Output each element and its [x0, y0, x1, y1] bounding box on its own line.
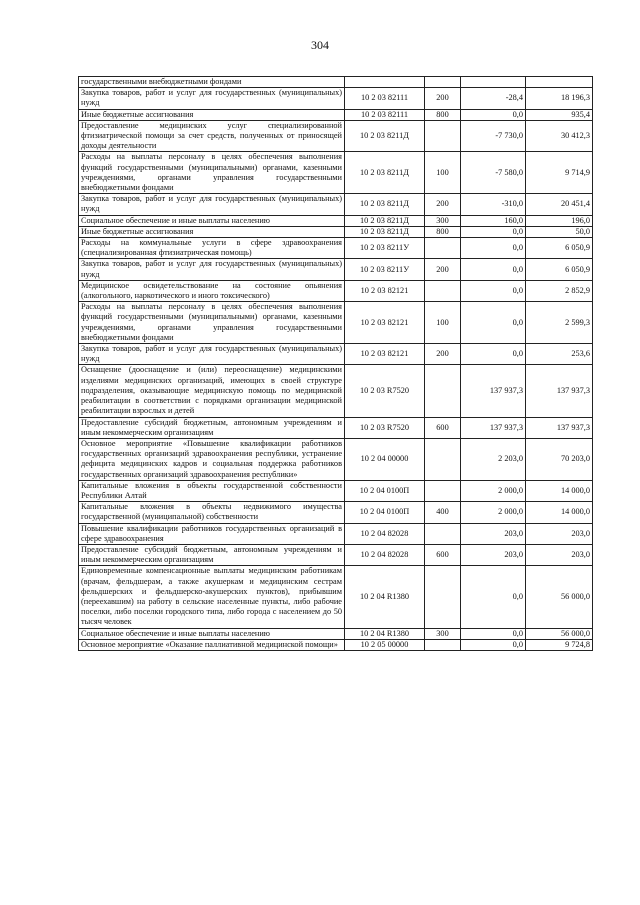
expense-name-cell: Закупка товаров, работ и услуг для государственных (муниципальных) нужд	[79, 259, 345, 280]
table-row	[79, 226, 593, 237]
amount-total-cell: 56 000,0	[526, 628, 593, 639]
expense-name-cell: Иные бюджетные ассигнования	[79, 109, 345, 120]
expense-type-cell: 400	[425, 502, 461, 523]
table-row	[79, 544, 593, 565]
amount-total-cell: 935,4	[526, 109, 593, 120]
amount-change-cell: 2 000,0	[461, 480, 526, 501]
amount-change-cell: 2 000,0	[461, 502, 526, 523]
expense-name-cell: государственными внебюджетными фондами	[79, 77, 345, 88]
expense-type-cell	[425, 639, 461, 650]
table-row	[79, 215, 593, 226]
table-row	[79, 259, 593, 280]
target-code-cell: 10 2 05 00000	[345, 639, 425, 650]
amount-change-cell: -28,4	[461, 88, 526, 109]
expense-type-cell	[425, 480, 461, 501]
expense-name-cell: Единовременные компенсационные выплаты медицинским работникам (врачам, фельдшерам, а также акушеркам и медицинским сестрам фельдшерских и фельдшерско-акушерских пунктов), прибывшим (переехавшим) на работу в сельские населенные пункты, либо рабочие поселки, либо поселки городского типа, либо города с населением до 50 тысяч человек	[79, 566, 345, 628]
amount-change-cell: 0,0	[461, 639, 526, 650]
table-row	[79, 120, 593, 152]
expense-type-cell: 800	[425, 226, 461, 237]
expense-name-cell: Расходы на выплаты персоналу в целях обеспечения выполнения функций государственными (муниципальными) органами, казенными учреждениями, органами управления государственными внебюджетными фондами	[79, 152, 345, 194]
amount-total-cell: 14 000,0	[526, 502, 593, 523]
table-row	[79, 109, 593, 120]
expense-name-cell: Иные бюджетные ассигнования	[79, 226, 345, 237]
table-row	[79, 77, 593, 88]
expense-name-cell: Расходы на коммунальные услуги в сфере здравоохранения (специализированная фтизиатрическая помощь)	[79, 238, 345, 259]
expense-type-cell	[425, 77, 461, 88]
expense-name-cell: Предоставление субсидий бюджетным, автономным учреждениям и иным некоммерческим организациям	[79, 544, 345, 565]
expense-type-cell	[425, 523, 461, 544]
amount-total-cell: 9 714,9	[526, 152, 593, 194]
target-code-cell: 10 2 03 8211Д	[345, 152, 425, 194]
amount-change-cell: 0,0	[461, 259, 526, 280]
target-code-cell: 10 2 03 8211Д	[345, 194, 425, 215]
expense-type-cell	[425, 438, 461, 480]
target-code-cell: 10 2 03 82111	[345, 88, 425, 109]
amount-total-cell: 137 937,3	[526, 365, 593, 417]
table-row	[79, 639, 593, 650]
table-row	[79, 417, 593, 438]
amount-total-cell: 203,0	[526, 523, 593, 544]
amount-total-cell	[526, 77, 593, 88]
amount-total-cell: 6 050,9	[526, 238, 593, 259]
expense-name-cell: Предоставление медицинских услуг специализированной фтизиатрической помощи за счет средств, полученных от приносящей доходы деятельности	[79, 120, 345, 152]
amount-change-cell: 0,0	[461, 226, 526, 237]
expense-type-cell	[425, 280, 461, 301]
target-code-cell: 10 2 04 0100П	[345, 502, 425, 523]
target-code-cell: 10 2 03 82121	[345, 344, 425, 365]
expense-type-cell	[425, 238, 461, 259]
expense-type-cell: 800	[425, 109, 461, 120]
amount-total-cell: 20 451,4	[526, 194, 593, 215]
expense-name-cell: Закупка товаров, работ и услуг для государственных (муниципальных) нужд	[79, 88, 345, 109]
expense-name-cell: Закупка товаров, работ и услуг для государственных (муниципальных) нужд	[79, 194, 345, 215]
target-code-cell: 10 2 04 R1380	[345, 566, 425, 628]
amount-change-cell: 137 937,3	[461, 365, 526, 417]
target-code-cell: 10 2 03 8211У	[345, 238, 425, 259]
target-code-cell: 10 2 03 8211Д	[345, 120, 425, 152]
expense-name-cell: Социальное обеспечение и иные выплаты населению	[79, 628, 345, 639]
table-row	[79, 194, 593, 215]
target-code-cell: 10 2 03 82121	[345, 280, 425, 301]
table-row	[79, 88, 593, 109]
target-code-cell	[345, 77, 425, 88]
amount-change-cell: 203,0	[461, 544, 526, 565]
expense-name-cell: Основное мероприятие «Оказание паллиативной медицинской помощи»	[79, 639, 345, 650]
amount-change-cell: 137 937,3	[461, 417, 526, 438]
expense-type-cell: 200	[425, 194, 461, 215]
amount-total-cell: 253,6	[526, 344, 593, 365]
expense-name-cell: Повышение квалификации работников государственных организаций в сфере здравоохранения	[79, 523, 345, 544]
target-code-cell: 10 2 03 82111	[345, 109, 425, 120]
table-row	[79, 523, 593, 544]
target-code-cell: 10 2 03 8211Д	[345, 215, 425, 226]
target-code-cell: 10 2 04 R1380	[345, 628, 425, 639]
amount-change-cell: 160,0	[461, 215, 526, 226]
amount-total-cell: 56 000,0	[526, 566, 593, 628]
target-code-cell: 10 2 04 82028	[345, 544, 425, 565]
expense-type-cell: 300	[425, 628, 461, 639]
target-code-cell: 10 2 04 82028	[345, 523, 425, 544]
target-code-cell: 10 2 03 R7520	[345, 417, 425, 438]
expense-type-cell: 600	[425, 417, 461, 438]
amount-change-cell: 0,0	[461, 238, 526, 259]
target-code-cell: 10 2 04 0100П	[345, 480, 425, 501]
expense-type-cell: 100	[425, 302, 461, 344]
expense-name-cell: Расходы на выплаты персоналу в целях обеспечения выполнения функций государственными (муниципальными) органами, казенными учреждениями, органами управления государственными внебюджетными фондами	[79, 302, 345, 344]
expense-name-cell: Капитальные вложения в объекты государственной собственности Республики Алтай	[79, 480, 345, 501]
table-row	[79, 152, 593, 194]
page-number: 304	[311, 38, 329, 52]
amount-total-cell: 30 412,3	[526, 120, 593, 152]
table-row	[79, 238, 593, 259]
amount-total-cell: 2 599,3	[526, 302, 593, 344]
amount-change-cell: 0,0	[461, 109, 526, 120]
amount-change-cell: 0,0	[461, 566, 526, 628]
expense-type-cell: 100	[425, 152, 461, 194]
table-row	[79, 344, 593, 365]
table-row	[79, 480, 593, 501]
expense-name-cell: Оснащение (дооснащение и (или) переоснащение) медицинскими изделиями медицинских организаций, имеющих в своей структуре подразделения, оказывающие медицинскую помощь по медицинской реабилитации в соответствии с порядками организации медицинской реабилитации взрослых и детей	[79, 365, 345, 417]
expense-name-cell: Основное мероприятие «Повышение квалификации работников государственных организаций здравоохранения республики, устранение дефицита медицинских кадров и социальная поддержка работников государственных организаций здравоохранения республики»	[79, 438, 345, 480]
amount-change-cell: 203,0	[461, 523, 526, 544]
expense-type-cell: 600	[425, 544, 461, 565]
expense-type-cell: 200	[425, 259, 461, 280]
expense-type-cell: 300	[425, 215, 461, 226]
target-code-cell: 10 2 04 00000	[345, 438, 425, 480]
amount-total-cell: 50,0	[526, 226, 593, 237]
amount-change-cell: 0,0	[461, 628, 526, 639]
table-row	[79, 628, 593, 639]
expense-type-cell	[425, 120, 461, 152]
amount-change-cell	[461, 77, 526, 88]
table-row	[79, 502, 593, 523]
expense-name-cell: Закупка товаров, работ и услуг для государственных (муниципальных) нужд	[79, 344, 345, 365]
table-row	[79, 438, 593, 480]
expense-type-cell: 200	[425, 88, 461, 109]
table-row	[79, 302, 593, 344]
amount-change-cell: 0,0	[461, 302, 526, 344]
amount-total-cell: 6 050,9	[526, 259, 593, 280]
amount-change-cell: -310,0	[461, 194, 526, 215]
amount-change-cell: 2 203,0	[461, 438, 526, 480]
amount-change-cell: -7 580,0	[461, 152, 526, 194]
expense-name-cell: Медицинское освидетельствование на состояние опьянения (алкогольного, наркотического и иного токсического)	[79, 280, 345, 301]
expense-type-cell	[425, 365, 461, 417]
amount-total-cell: 196,0	[526, 215, 593, 226]
amount-total-cell: 9 724,8	[526, 639, 593, 650]
expense-type-cell	[425, 566, 461, 628]
target-code-cell: 10 2 03 82121	[345, 302, 425, 344]
expense-name-cell: Капитальные вложения в объекты недвижимого имущества государственной (муниципальной) собственности	[79, 502, 345, 523]
amount-change-cell: 0,0	[461, 280, 526, 301]
target-code-cell: 10 2 03 R7520	[345, 365, 425, 417]
expense-name-cell: Социальное обеспечение и иные выплаты населению	[79, 215, 345, 226]
budget-table	[78, 76, 593, 651]
expense-name-cell: Предоставление субсидий бюджетным, автономным учреждениям и иным некоммерческим организациям	[79, 417, 345, 438]
budget-table-body	[79, 77, 593, 651]
amount-total-cell: 14 000,0	[526, 480, 593, 501]
amount-total-cell: 70 203,0	[526, 438, 593, 480]
target-code-cell: 10 2 03 8211У	[345, 259, 425, 280]
amount-total-cell: 203,0	[526, 544, 593, 565]
amount-total-cell: 18 196,3	[526, 88, 593, 109]
amount-change-cell: -7 730,0	[461, 120, 526, 152]
amount-change-cell: 0,0	[461, 344, 526, 365]
table-row	[79, 280, 593, 301]
table-row	[79, 566, 593, 628]
expense-type-cell: 200	[425, 344, 461, 365]
amount-total-cell: 137 937,3	[526, 417, 593, 438]
table-row	[79, 365, 593, 417]
target-code-cell: 10 2 03 8211Д	[345, 226, 425, 237]
amount-total-cell: 2 852,9	[526, 280, 593, 301]
